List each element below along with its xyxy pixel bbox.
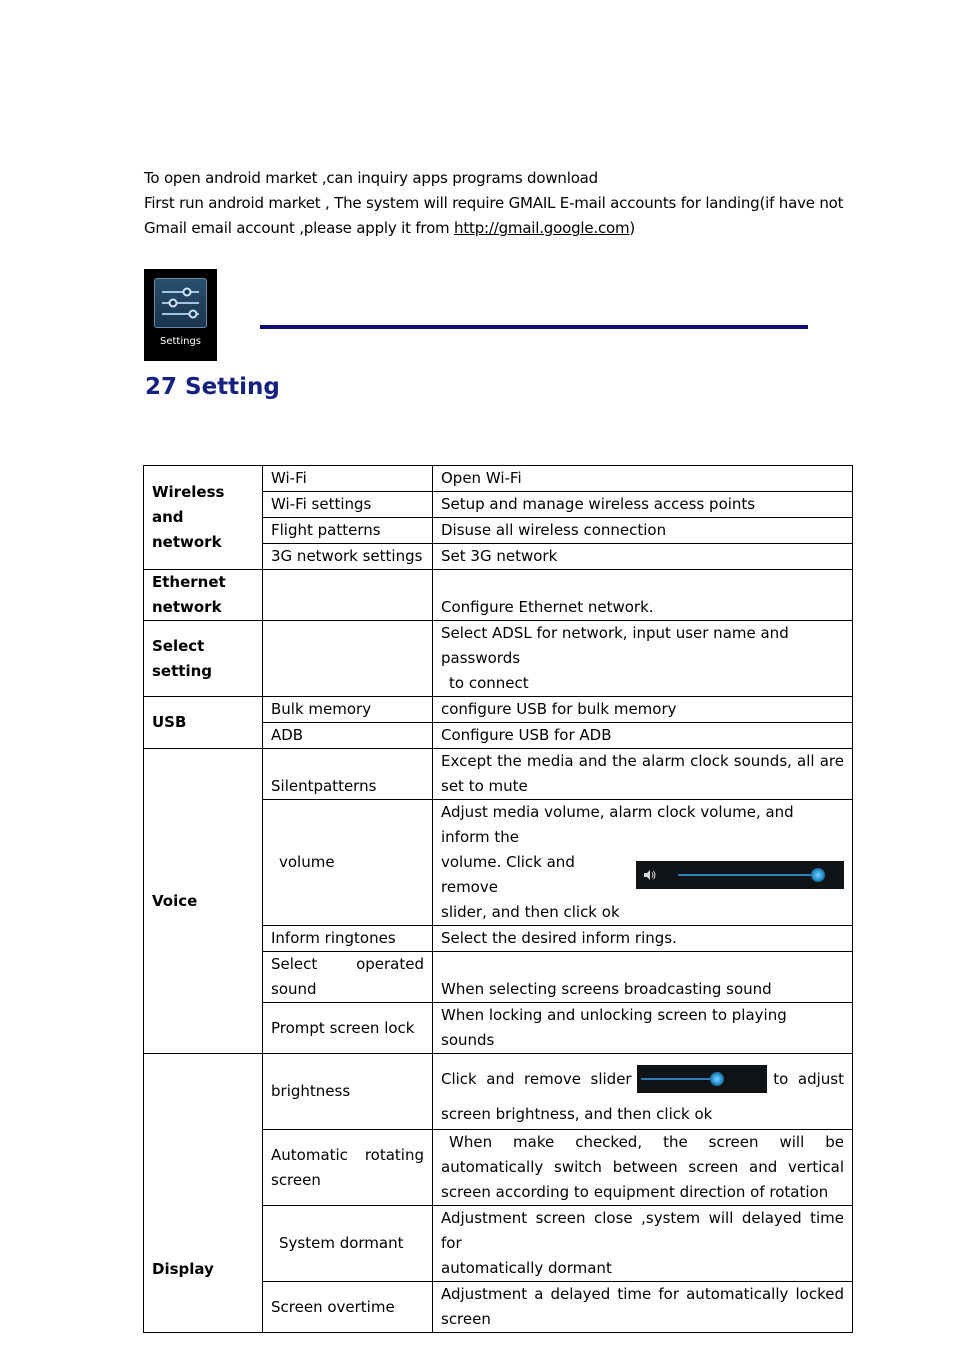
item-cell: ADB	[263, 723, 433, 749]
settings-tile	[154, 278, 207, 328]
category-line: Ethernet	[152, 573, 226, 591]
category-select	[144, 621, 263, 697]
gmail-link[interactable]: http://gmail.google.com	[454, 219, 630, 237]
item-cell: Silentpatterns	[263, 749, 433, 800]
desc-line: screen according to equipment direction of rotation	[441, 1183, 829, 1201]
item-line: sound	[271, 980, 317, 998]
desc-cell: Configure Ethernet network.	[433, 570, 853, 621]
category-line: setting	[152, 661, 212, 680]
item-cell: Flight patterns	[263, 518, 433, 544]
volume-slider-track	[678, 874, 818, 876]
item-cell-empty	[263, 570, 433, 621]
intro-line-1: To open android market ,can inquiry apps programs download	[144, 169, 598, 187]
item-cell: Wi-Fi	[263, 466, 433, 492]
table-row	[144, 697, 853, 723]
item-cell: volume	[263, 800, 433, 926]
table-row	[144, 749, 853, 800]
category-ethernet	[144, 570, 263, 621]
desc-cell	[433, 1130, 853, 1206]
intro-text	[144, 166, 844, 241]
speaker-icon	[643, 869, 657, 881]
intro-line-3	[144, 216, 844, 241]
intro-line-3-before: Gmail email account ,please apply it from	[144, 219, 455, 237]
item-cell	[263, 952, 433, 1003]
desc-line: slider, and then click ok	[441, 903, 620, 921]
table-row	[144, 621, 853, 697]
item-cell: Prompt screen lock	[263, 1003, 433, 1054]
desc-line: Except the media and the alarm clock sounds, all are	[441, 752, 844, 770]
desc-text: Click and remove slider	[441, 1069, 632, 1088]
desc-line: screen brightness, and then click ok	[441, 1105, 713, 1123]
category-line: network	[152, 598, 222, 616]
item-line: Automatic rotating	[271, 1145, 424, 1164]
table-row	[144, 570, 853, 621]
desc-cell: Set 3G network	[433, 544, 853, 570]
desc-cell	[433, 1206, 853, 1282]
desc-cell: When locking and unlocking screen to playing sounds	[433, 1003, 853, 1054]
volume-slider[interactable]	[636, 861, 844, 889]
heading-rule	[260, 325, 808, 329]
desc-cell: Setup and manage wireless access points	[433, 492, 853, 518]
intro-line-2: First run android market , The system will require GMAIL E-mail accounts for landing(if have not	[144, 194, 844, 212]
item-cell: System dormant	[263, 1206, 433, 1282]
desc-line: Adjustment a delayed time for automatically locked	[441, 1285, 844, 1303]
item-cell-empty	[263, 621, 433, 697]
desc-line: Adjustment screen close ,system will delayed time for	[441, 1209, 844, 1252]
brightness-slider-track	[641, 1078, 716, 1080]
desc-text: volume. Click and remove	[441, 853, 575, 896]
item-line: Select operated	[271, 955, 424, 973]
category-wireless	[144, 466, 263, 570]
desc-line: automatically dormant	[441, 1259, 612, 1277]
desc-cell	[433, 800, 853, 926]
desc-line: automatically switch between screen and vertical	[441, 1158, 844, 1176]
settings-icon-caption: Settings	[159, 336, 201, 347]
desc-line-with-slider	[441, 1056, 844, 1102]
table-row	[144, 1054, 853, 1130]
category-line: and network	[152, 508, 222, 551]
desc-text: to adjust	[773, 1069, 844, 1088]
desc-line: Select ADSL for network, input user name and passwords	[441, 624, 789, 667]
brightness-slider[interactable]	[637, 1065, 767, 1093]
settings-icon	[144, 269, 217, 361]
item-cell: brightness	[263, 1054, 433, 1130]
desc-line: screen	[441, 1310, 491, 1328]
section-heading: 27 Setting	[145, 374, 280, 400]
category-line: Wireless	[152, 483, 225, 501]
desc-cell	[433, 1282, 853, 1333]
item-cell: Wi-Fi settings	[263, 492, 433, 518]
item-line: screen	[271, 1170, 321, 1189]
desc-line: to connect	[449, 674, 529, 692]
item-cell: Screen overtime	[263, 1282, 433, 1333]
desc-cell	[433, 1054, 853, 1130]
category-display: Display	[144, 1054, 263, 1333]
table-row	[144, 466, 853, 492]
volume-slider-knob[interactable]	[811, 868, 825, 882]
item-cell: Bulk memory	[263, 697, 433, 723]
category-usb: USB	[144, 697, 263, 749]
desc-cell	[433, 749, 853, 800]
desc-line: set to mute	[441, 777, 528, 795]
item-cell: 3G network settings	[263, 544, 433, 570]
desc-cell: Configure USB for ADB	[433, 723, 853, 749]
settings-table	[143, 465, 853, 1333]
desc-cell: configure USB for bulk memory	[433, 697, 853, 723]
item-cell	[263, 1130, 433, 1206]
desc-cell: Disuse all wireless connection	[433, 518, 853, 544]
category-line: Select	[152, 636, 205, 655]
desc-cell	[433, 621, 853, 697]
desc-cell: When selecting screens broadcasting sound	[433, 952, 853, 1003]
intro-line-3-after: )	[629, 219, 636, 237]
desc-line: When make checked, the screen will be	[449, 1133, 844, 1151]
desc-cell: Open Wi-Fi	[433, 466, 853, 492]
desc-line: Adjust media volume, alarm clock volume, and inform the	[441, 803, 794, 846]
category-voice: Voice	[144, 749, 263, 1054]
sliders-icon	[155, 279, 206, 327]
item-cell: Inform ringtones	[263, 926, 433, 952]
desc-cell: Select the desired inform rings.	[433, 926, 853, 952]
desc-line-with-slider	[441, 850, 844, 900]
brightness-slider-knob[interactable]	[710, 1072, 724, 1086]
